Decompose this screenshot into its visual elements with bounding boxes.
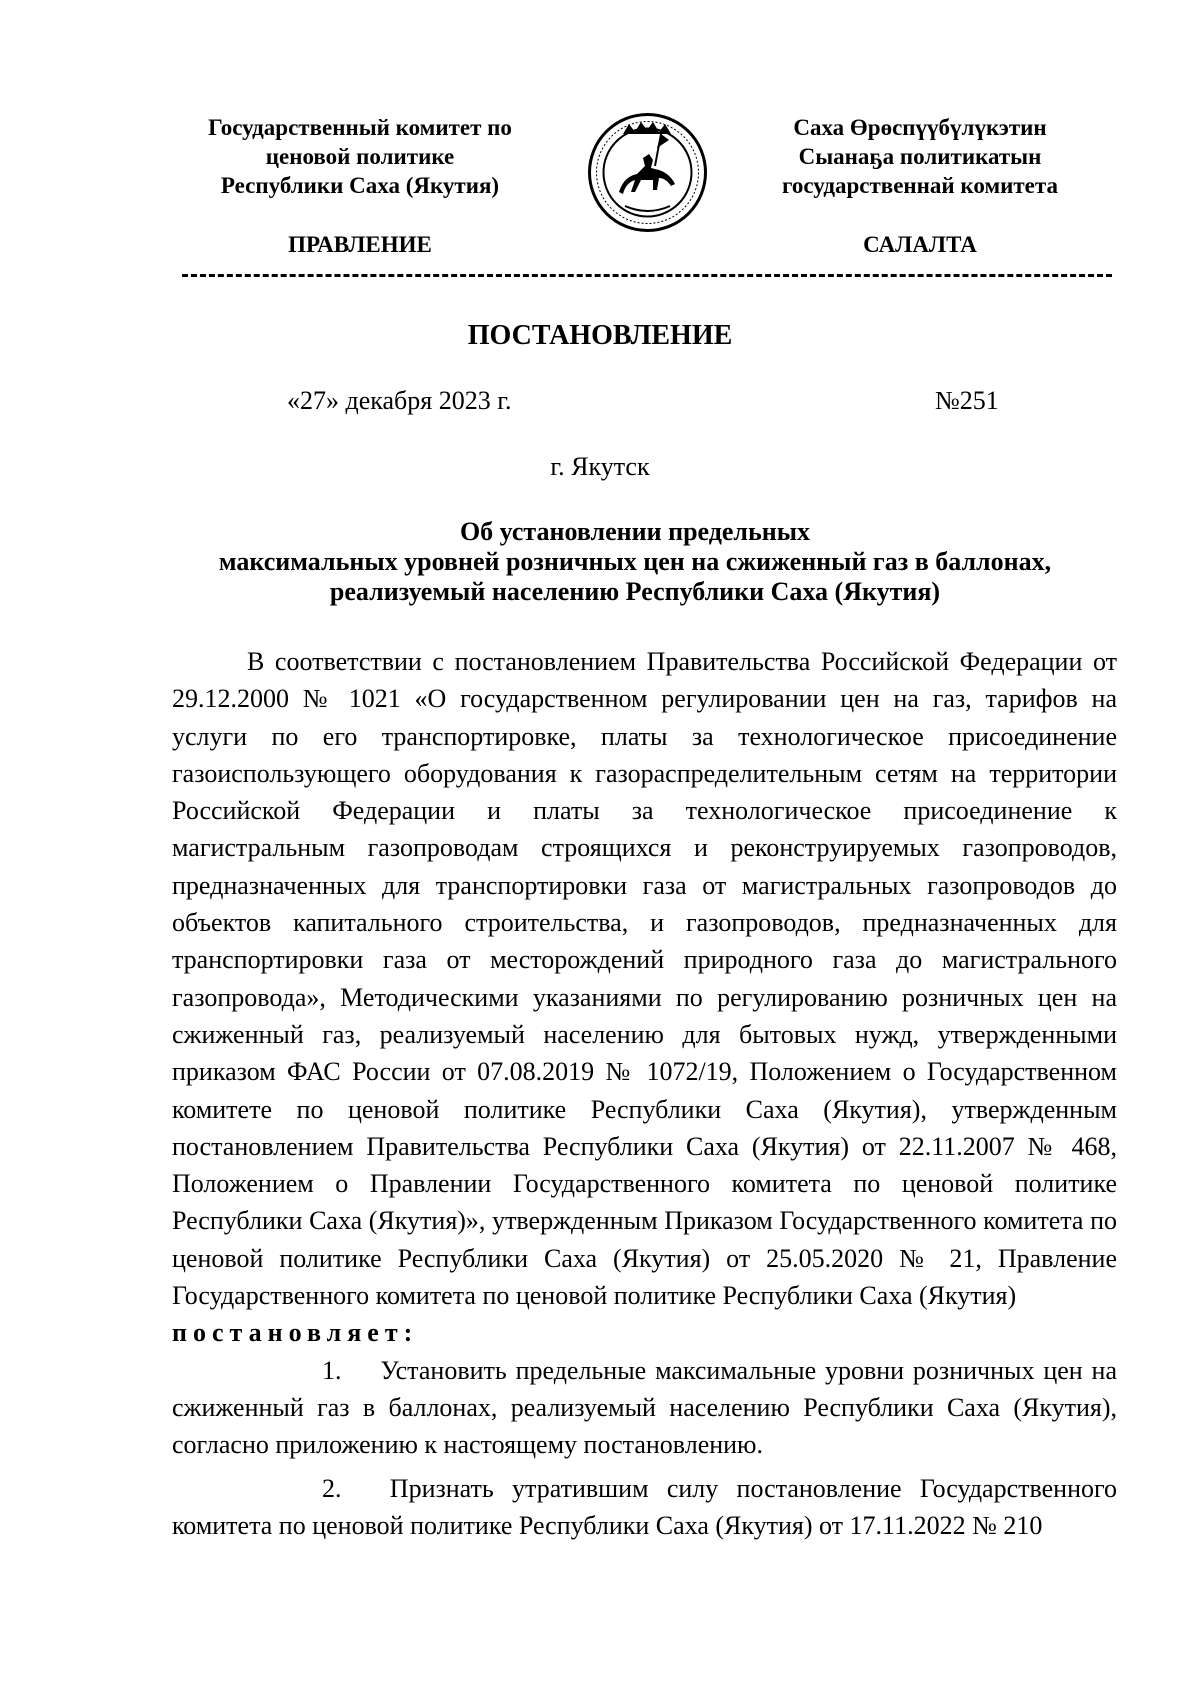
document-number: №251 [935,386,999,415]
document-type: ПОСТАНОВЛЕНИЕ [467,320,733,351]
list-item-text-full: Признать утратившим силу постановление Государственного комитета по ценовой политике Республики Саха (Якутия) от 17.11.2022 № 210 [172,1473,1118,1540]
document-body [172,643,1117,1544]
board-label-ru: ПРАВЛЕНИЕ [288,232,432,257]
subject-line: реализуемый населению Республики Саха (Якутия) [329,577,941,606]
header-left-line: Государственный комитет по [208,115,512,140]
header-right-line: Сыанаҕа политикатын [798,144,1042,169]
document-subject [170,517,1100,607]
subject-line: максимальных уровней розничных цен на сжиженный газ в баллонах, [218,547,1052,576]
header-right-line: государственнай комитета [782,173,1058,198]
preamble-paragraph: В соответствии с постановлением Правительства Российской Федерации от 29.12.2000 № 1021 «О государственном регулировании цен на газ, тарифов на услуги по его транспортировке, платы за технологическое присоединение газоиспользующего оборудования к газораспределительным сетям на территории Российской Федерации и платы за технологическое присоединение к магистральным газопроводам строящихся и реконструируемых газопроводов, предназначенных для транспортировки газа от магистральных газопроводов до объектов капитального строительства, и газопроводов, предназначенных для транспортировки газа от месторождений природного газа до магистрального газопровода», Методическими указаниями по регулированию розничных цен на сжиженный газ, реализуемый населению для бытовых нужд, утвержденными приказом ФАС России от 07.08.2019 № 1072/19, Положением о Государственном комитете по ценовой политике Республики Саха (Якутия), утвержденным постановлением Правительства Республики Саха (Якутия) от 22.11.2007 № 468, Положением о Правлении Государственного комитета по ценовой политике Республики Саха (Якутия)», утвержденным Приказом Государственного комитета по ценовой политике Республики Саха (Якутия) от 25.05.2020 № 21, Правление Государственного комитета по ценовой политике Республики Саха (Якутия) [172,647,1117,1311]
subject-line: Об установлении предельных [459,517,811,546]
header-right-org [720,113,1120,200]
list-item-paragraph [172,1470,1117,1545]
header-right-line: Саха Өрөспүүбүлүкэтин [793,115,1047,140]
list-item-number-inline: 2. [322,1473,342,1503]
list-item-number: 1. [322,1355,342,1385]
resolves-label: постановляет: [172,1318,419,1348]
header-left-org [160,113,560,200]
coat-of-arms-icon [585,110,710,235]
document-city: г. Якутск [550,452,650,481]
document-date: «27» декабря 2023 г. [287,386,512,415]
header-left-line: ценовой политике [265,144,455,169]
header-left-line: Республики Саха (Якутия) [220,173,500,198]
header-separator [182,274,1112,277]
board-label-sah: САЛАЛТА [863,232,977,257]
list-item-text-full: Установить предельные максимальные уровни розничных цен на сжиженный газ в баллонах, реализуемый населению Республики Саха (Якутия), согласно приложению к настоящему постановлению. [172,1355,1118,1460]
list-item-paragraph [172,1352,1117,1464]
